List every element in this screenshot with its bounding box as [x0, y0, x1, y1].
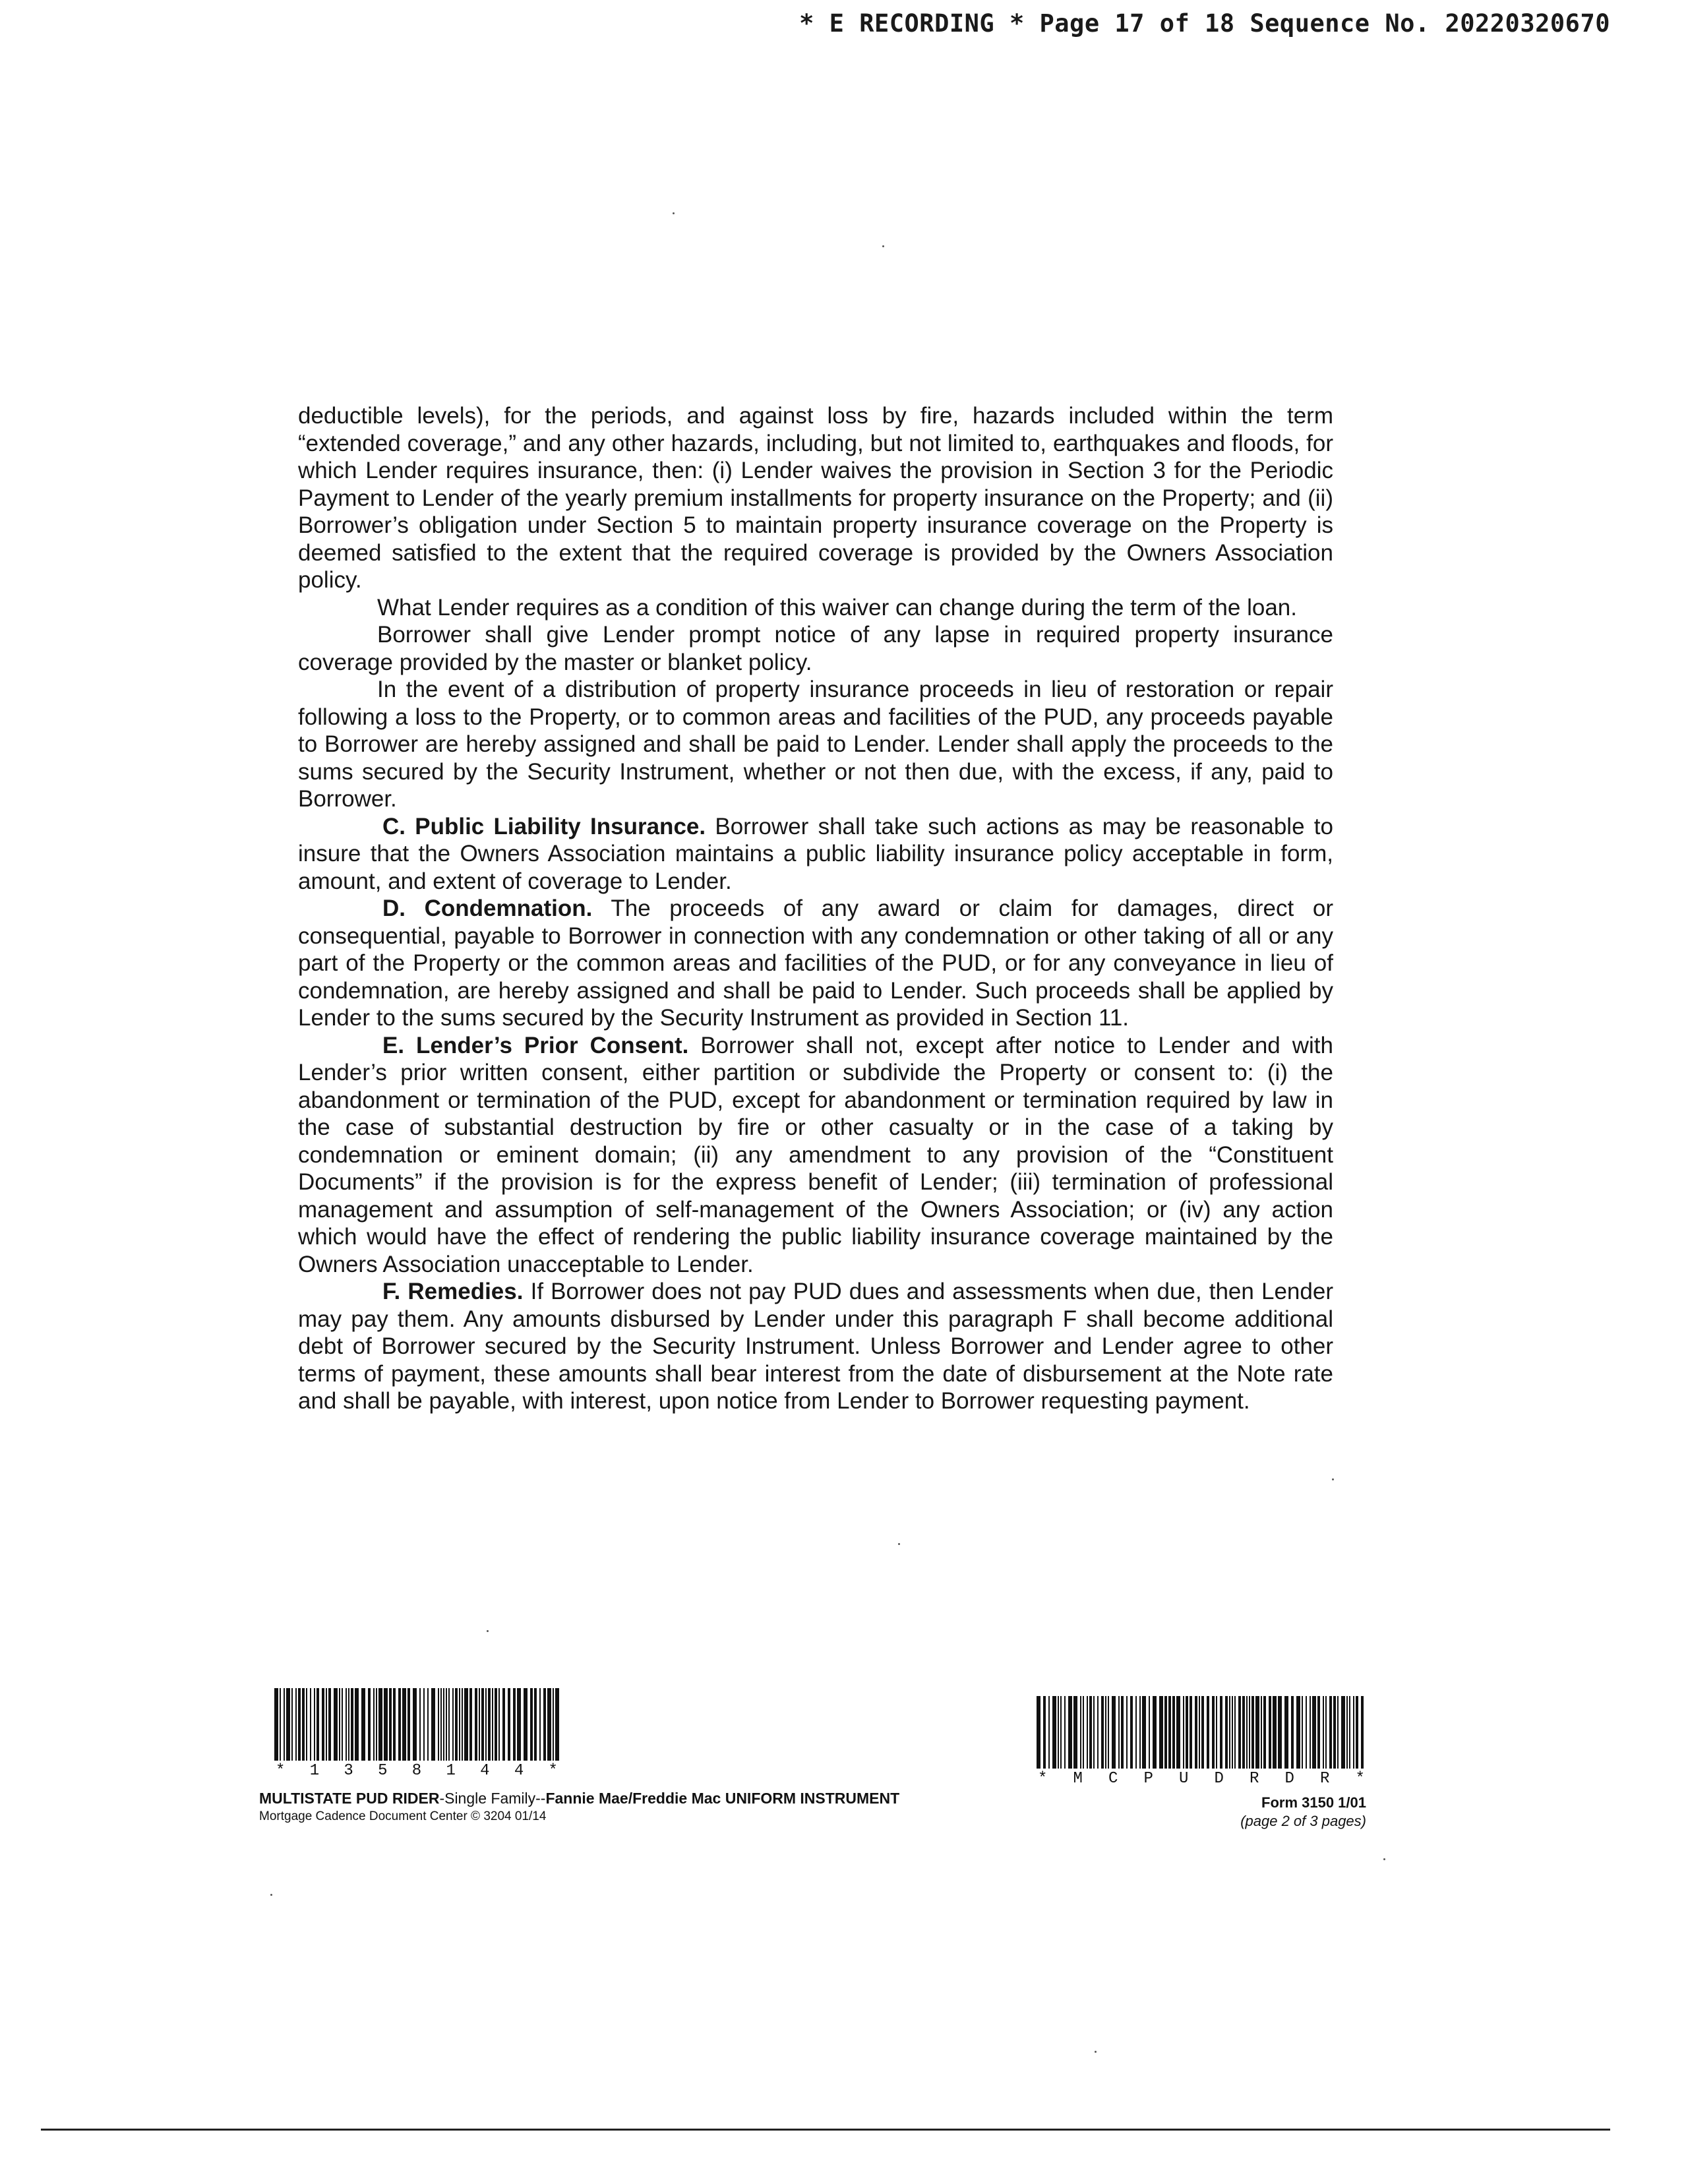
barcode-bar [1149, 1696, 1150, 1769]
barcode-bar [1263, 1696, 1266, 1769]
barcode-bar [1232, 1696, 1233, 1769]
barcode-bar [1048, 1696, 1050, 1769]
barcode-bar [1058, 1696, 1059, 1769]
barcode-bar [1312, 1696, 1316, 1769]
barcode-bar [407, 1688, 410, 1761]
barcode-bar [316, 1688, 319, 1761]
barcode-bar [452, 1688, 454, 1761]
barcode-character: C [1108, 1770, 1118, 1788]
barcode-bar [1302, 1696, 1303, 1769]
barcode-bar [1112, 1696, 1116, 1769]
barcode-bar [1093, 1696, 1095, 1769]
barcode-bar [530, 1688, 533, 1761]
barcode-character: 5 [378, 1762, 388, 1780]
barcode-bar [413, 1688, 417, 1761]
scan-speck [673, 212, 675, 214]
scan-speck [882, 245, 884, 247]
barcode-right [1034, 1696, 1369, 1788]
barcode-bar [419, 1688, 421, 1761]
footer-title-bold: MULTISTATE PUD RIDER [259, 1790, 440, 1807]
barcode-bar [328, 1688, 331, 1761]
barcode-bar [1164, 1696, 1167, 1769]
barcode-bar [431, 1688, 435, 1761]
barcode-bar [348, 1688, 349, 1761]
barcode-character: * [276, 1762, 286, 1780]
barcode-bar [1176, 1696, 1180, 1769]
barcode-bar [1195, 1696, 1197, 1769]
barcode-bar [1142, 1696, 1146, 1769]
barcode-bar [1255, 1696, 1259, 1769]
barcode-character: P [1143, 1770, 1153, 1788]
barcode-character: * [1355, 1770, 1365, 1788]
barcode-bar [355, 1688, 359, 1761]
barcode-bar [1087, 1696, 1088, 1769]
barcode-bar [502, 1688, 505, 1761]
barcode-bar [398, 1688, 401, 1761]
barcode-bar [346, 1688, 347, 1761]
barcode-bar [1126, 1696, 1128, 1769]
barcode-bar [402, 1688, 406, 1761]
barcode-bar [286, 1688, 290, 1761]
barcode-bar [314, 1688, 315, 1761]
barcode-bar [1229, 1696, 1230, 1769]
barcode-bar [393, 1688, 396, 1761]
barcode-bar [479, 1688, 480, 1761]
section-e-heading: E. Lender’s Prior Consent. [382, 1032, 689, 1058]
footer-title-bold-2: Fannie Mae/Freddie Mac UNIFORM INSTRUMENT [545, 1790, 900, 1807]
barcode-character: 4 [514, 1762, 524, 1780]
barcode-left-bars [272, 1688, 562, 1761]
barcode-bar [1291, 1696, 1294, 1769]
barcode-bar [423, 1688, 425, 1761]
barcode-right-bars [1034, 1696, 1369, 1769]
page-count: (page 2 of 3 pages) [1240, 1813, 1366, 1829]
scan-speck [487, 1630, 489, 1632]
barcode-bar [1310, 1696, 1311, 1769]
barcode-bar [1108, 1696, 1109, 1769]
barcode-bar [1353, 1696, 1354, 1769]
barcode-bar [1325, 1696, 1327, 1769]
form-number: Form 3150 1/01 [1261, 1794, 1366, 1811]
barcode-bar [543, 1688, 546, 1761]
barcode-character: M [1073, 1770, 1083, 1788]
barcode-bar [322, 1688, 324, 1761]
barcode-bar [459, 1688, 460, 1761]
barcode-bar [485, 1688, 487, 1761]
barcode-left-characters [272, 1762, 562, 1780]
barcode-bar [1080, 1696, 1081, 1769]
barcode-character: 3 [344, 1762, 353, 1780]
barcode-bar [1356, 1696, 1358, 1769]
barcode-bar [547, 1688, 551, 1761]
recording-header: * E RECORDING * Page 17 of 18 Sequence No. 20220320670 [799, 9, 1610, 38]
barcode-bar [440, 1688, 442, 1761]
barcode-character: R [1320, 1770, 1330, 1788]
barcode-character: U [1179, 1770, 1189, 1788]
barcode-bar [1337, 1696, 1339, 1769]
barcode-bar [1190, 1696, 1192, 1769]
paragraph-waiver-change: What Lender requires as a condition of this waiver can change during the term of the loan. [377, 594, 1297, 621]
barcode-bar [1121, 1696, 1124, 1769]
barcode-bar [1269, 1696, 1271, 1769]
barcode-bar [1172, 1696, 1175, 1769]
barcode-bar [1153, 1696, 1157, 1769]
barcode-character: 1 [309, 1762, 320, 1780]
footer-left [259, 1788, 899, 1825]
barcode-bar [1284, 1696, 1288, 1769]
barcode-bar [462, 1688, 463, 1761]
section-d-text: The proceeds of any award or claim for damages, direct or consequential, payable to Borrower in connection with any condemnation or other taking of all or any part of the Property or the common areas and facilities of the PUD, or for any conveyance in lieu of condemnation, are hereby assigned and shall be paid to Lender. Such proceeds shall be applied by Lender to the sums secured by the Security Instrument as provided in Section 11. [298, 895, 1333, 1031]
section-d-condemnation [298, 895, 1333, 1032]
barcode-bar [1323, 1696, 1324, 1769]
barcode-bar [1168, 1696, 1171, 1769]
barcode-bar [1064, 1696, 1066, 1769]
barcode-character: * [548, 1762, 558, 1780]
barcode-bar [1361, 1696, 1364, 1769]
section-c-public-liability [298, 813, 1333, 895]
barcode-bar [1118, 1696, 1120, 1769]
barcode-bar [553, 1688, 554, 1761]
barcode-bar [1238, 1696, 1241, 1769]
barcode-bar [1097, 1696, 1099, 1769]
barcode-bar [306, 1688, 307, 1761]
barcode-bar [1261, 1696, 1262, 1769]
barcode-right-characters [1034, 1770, 1369, 1788]
barcode-bar [464, 1688, 468, 1761]
barcode-bar [443, 1688, 444, 1761]
barcode-left [272, 1688, 562, 1780]
barcode-bar [1089, 1696, 1092, 1769]
barcode-character: * [1038, 1770, 1048, 1788]
barcode-bar [1234, 1696, 1236, 1769]
footer-title-normal: -Single Family-- [439, 1790, 546, 1807]
barcode-bar [446, 1688, 447, 1761]
barcode-bar [1207, 1696, 1209, 1769]
barcode-bar [1130, 1696, 1133, 1769]
barcode-bar [1105, 1696, 1106, 1769]
barcode-bar [1278, 1696, 1282, 1769]
barcode-bar [334, 1688, 338, 1761]
section-e-text: Borrower shall not, except after notice to Lender and with Lender’s prior written consent, either partition or subdivide the Property or consent to: (i) the abandonment or termination of the PUD, except for abandonment or termination required by law in the case of substantial destruction by fire or other casualty or in the case of a taking by condemnation or eminent domain; (ii) any amendment to any provision of the “Constituent Documents” if the provision is for the express benefit of Lender; (iii) termination of professional management and assumption of self-management of the Owners Association; or (iv) any action which would have the effect of rendering the public liability insurance coverage maintained by the Owners Association unacceptable to Lender. [298, 1032, 1333, 1277]
barcode-bar [295, 1688, 297, 1761]
barcode-bar [1068, 1696, 1072, 1769]
scan-speck [1095, 2051, 1097, 2053]
barcode-bar [1216, 1696, 1217, 1769]
barcode-bar [280, 1688, 281, 1761]
barcode-bar [495, 1688, 497, 1761]
barcode-bar [1083, 1696, 1084, 1769]
barcode-bar [1329, 1696, 1332, 1769]
barcode-bar [534, 1688, 537, 1761]
barcode-character: 4 [480, 1762, 490, 1780]
scan-speck [270, 1894, 272, 1896]
barcode-character: D [1214, 1770, 1224, 1788]
barcode-bar [539, 1688, 541, 1761]
barcode-bar [291, 1688, 293, 1761]
barcode-bar [378, 1688, 382, 1761]
section-f-heading: F. Remedies. [382, 1279, 524, 1304]
barcode-bar [1296, 1696, 1300, 1769]
barcode-bar [361, 1688, 365, 1761]
section-e-prior-consent [298, 1032, 1333, 1279]
barcode-bar [498, 1688, 500, 1761]
paragraph-insurance-proceeds: In the event of a distribution of property insurance proceeds in lieu of restoration or repair following a loss to the Property, or to common areas and facilities of the PUD, any proceeds payable to Borrower are hereby assigned and shall be paid to Lender. Lender shall apply the proceeds to the sums secured by the Security Instrument, whether or not then due, with the excess, if any, paid to Borrower. [298, 677, 1333, 812]
scan-speck [898, 1543, 900, 1545]
barcode-bar [342, 1688, 343, 1761]
barcode-bar [298, 1688, 301, 1761]
scan-speck [1383, 1858, 1385, 1860]
barcode-bar [1101, 1696, 1104, 1769]
barcode-bar [339, 1688, 340, 1761]
barcode-bar [517, 1688, 521, 1761]
barcode-bar [427, 1688, 429, 1761]
barcode-bar [1183, 1696, 1184, 1769]
barcode-bar [1349, 1696, 1350, 1769]
barcode-character: D [1284, 1770, 1294, 1788]
barcode-bar [1333, 1696, 1336, 1769]
barcode-bar [1306, 1696, 1307, 1769]
barcode-bar [274, 1688, 278, 1761]
barcode-bar [1317, 1696, 1320, 1769]
paragraph-lapse-notice: Borrower shall give Lender prompt notice of any lapse in required property insurance coverage provided by the master or blanket policy. [298, 622, 1333, 675]
barcode-bar [1139, 1696, 1141, 1769]
bottom-rule [41, 2129, 1610, 2131]
barcode-bar [1220, 1696, 1222, 1769]
barcode-bar [1060, 1696, 1062, 1769]
barcode-bar [1341, 1696, 1345, 1769]
barcode-character: 1 [446, 1762, 456, 1780]
barcode-bar [1199, 1696, 1200, 1769]
barcode-bar [384, 1688, 388, 1761]
barcode-character: 8 [411, 1762, 422, 1780]
barcode-bar [481, 1688, 484, 1761]
footer-document-center: Mortgage Cadence Document Center © 3204 01/14 [259, 1809, 547, 1823]
footer-form-title [259, 1788, 899, 1808]
section-f-remedies [298, 1278, 1333, 1415]
barcode-bar [1073, 1696, 1077, 1769]
section-c-text: Borrower shall take such actions as may be reasonable to insure that the Owners Association maintains a public liability insurance policy acceptable in form, amount, and extent of coverage to Lender. [298, 813, 1333, 894]
barcode-bar [448, 1688, 450, 1761]
paragraph-insurance-continued: deductible levels), for the periods, and against loss by fire, hazards included within the term “extended coverage,” and any other hazards, including, but not limited to, earthquakes and floods, for which Lender requires insurance, then: (i) Lender waives the provision in Section 3 for the Periodic Payment to Lender of the yearly premium installments for property insurance on the Property; and (ii) Borrower’s obligation under Section 5 to maintain property insurance coverage on the Property is deemed satisfied to the extent that the required coverage is provided by the Owners Association policy. [298, 403, 1333, 593]
barcode-bar [1201, 1696, 1204, 1769]
barcode-bar [469, 1688, 472, 1761]
barcode-bar [1186, 1696, 1188, 1769]
barcode-bar [1135, 1696, 1137, 1769]
barcode-bar [310, 1688, 311, 1761]
barcode-bar [368, 1688, 371, 1761]
barcode-bar [389, 1688, 392, 1761]
barcode-bar [438, 1688, 439, 1761]
barcode-bar [326, 1688, 327, 1761]
barcode-bar [513, 1688, 516, 1761]
barcode-bar [455, 1688, 458, 1761]
barcode-bar [1225, 1696, 1228, 1769]
barcode-bar [376, 1688, 377, 1761]
section-f-text: If Borrower does not pay PUD dues and assessments when due, then Lender may pay them. Any amounts disbursed by Lender under this paragraph F shall become additional debt of Borrower secured by the Security Instrument. Unless Borrower and Lender agree to other terms of payment, these amounts shall bear interest from the date of disbursement at the Note rate and shall be payable, with interest, upon notice from Lender to Borrower requesting payment. [298, 1279, 1333, 1414]
barcode-bar [1273, 1696, 1277, 1769]
footer-right [1240, 1794, 1366, 1831]
section-d-heading: D. Condemnation. [382, 895, 593, 921]
rider-body [298, 402, 1333, 1415]
barcode-bar [475, 1688, 477, 1761]
barcode-bar [492, 1688, 493, 1761]
barcode-bar [1052, 1696, 1056, 1769]
barcode-bar [302, 1688, 305, 1761]
barcode-character: R [1250, 1770, 1259, 1788]
barcode-bar [284, 1688, 285, 1761]
barcode-bar [373, 1688, 375, 1761]
barcode-bar [1037, 1696, 1040, 1769]
barcode-bar [1246, 1696, 1248, 1769]
scan-speck [1332, 1478, 1334, 1480]
barcode-bar [1346, 1696, 1348, 1769]
section-c-heading: C. Public Liability Insurance. [382, 813, 706, 839]
barcode-bar [1242, 1696, 1245, 1769]
barcode-bar [1251, 1696, 1254, 1769]
barcode-bar [524, 1688, 528, 1761]
barcode-bar [488, 1688, 491, 1761]
barcode-bar [351, 1688, 353, 1761]
barcode-bar [555, 1688, 559, 1761]
barcode-bar [1043, 1696, 1046, 1769]
barcode-bar [508, 1688, 510, 1761]
barcode-bar [1159, 1696, 1163, 1769]
barcode-bar [1212, 1696, 1215, 1769]
barcode-bar [1249, 1696, 1250, 1769]
